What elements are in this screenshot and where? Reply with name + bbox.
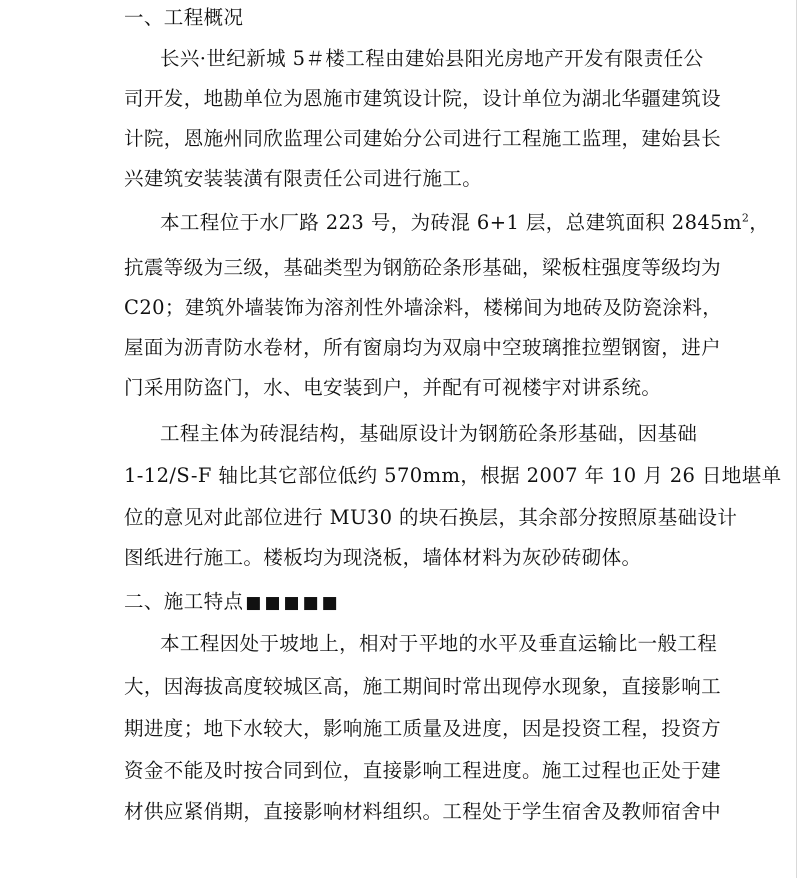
paragraph-line: C20；建筑外墙装饰为溶剂性外墙涂料，楼梯间为地砖及防瓷涂料， (124, 296, 723, 319)
paragraph-line: 计院，恩施州同欣监理公司建始分公司进行工程施工监理，建始县长 (124, 127, 722, 150)
paragraph-line: 大，因海拔高度较城区高，施工期间时常出现停水现象，直接影响工 (124, 675, 722, 698)
paragraph-line: 期进度；地下水较大，影响施工质量及进度，因是投资工程，投资方 (124, 717, 722, 740)
area-punct: ， (749, 211, 770, 234)
paragraph-line: 司开发，地勘单位为恩施市建筑设计院，设计单位为湖北华疆建筑设 (124, 87, 722, 110)
paragraph-line-area (160, 211, 769, 235)
paragraph-line: 图纸进行施工。楼板均为现浇板，墙体材料为灰砂砖砌体。 (124, 546, 642, 569)
paragraph-line: 长兴·世纪新城 5＃楼工程由建始县阳光房地产开发有限责任公 (160, 47, 704, 70)
paragraph-line: 材供应紧俏期，直接影响材料组织。工程处于学生宿舍及教师宿舍中 (124, 800, 722, 823)
paragraph-line: 兴建筑安装装潢有限责任公司进行施工。 (124, 167, 483, 190)
section-heading-text: 二、施工特点 (124, 590, 244, 613)
paragraph-line: 1-12/S-F 轴比其它部位低约 570mm，根据 2007 年 10 月 26 日地堪单 (124, 464, 782, 487)
paragraph-line: 抗震等级为三级，基础类型为钢筋砼条形基础，梁板柱强度等级均为 (124, 256, 722, 279)
paragraph-line: 位的意见对此部位进行 MU30 的块石换层，其余部分按照原基础设计 (124, 506, 738, 529)
paragraph-line: 资金不能及时按合同到位，直接影响工程进度。施工过程也正处于建 (124, 759, 722, 782)
paragraph-line: 屋面为沥青防水卷材，所有窗扇均为双扇中空玻璃推拉塑钢窗，进户 (124, 336, 722, 359)
paragraph-line: 工程主体为砖混结构，基础原设计为钢筋砼条形基础，因基础 (160, 422, 698, 445)
section-heading-overview: 一、工程概况 (124, 6, 244, 29)
section-heading-features (124, 590, 341, 615)
area-text: 本工程位于水厂路 223 号，为砖混 6+1 层，总建筑面积 2845m (160, 211, 742, 234)
paragraph-line: 门采用防盗门，水、电安装到户，并配有可视楼宇对讲系统。 (124, 376, 662, 399)
paragraph-line: 本工程因处于坡地上，相对于平地的水平及垂直运输比一般工程 (160, 632, 718, 655)
area-superscript: 2 (741, 211, 750, 225)
heading-marks: ■■■■■ (245, 593, 341, 613)
